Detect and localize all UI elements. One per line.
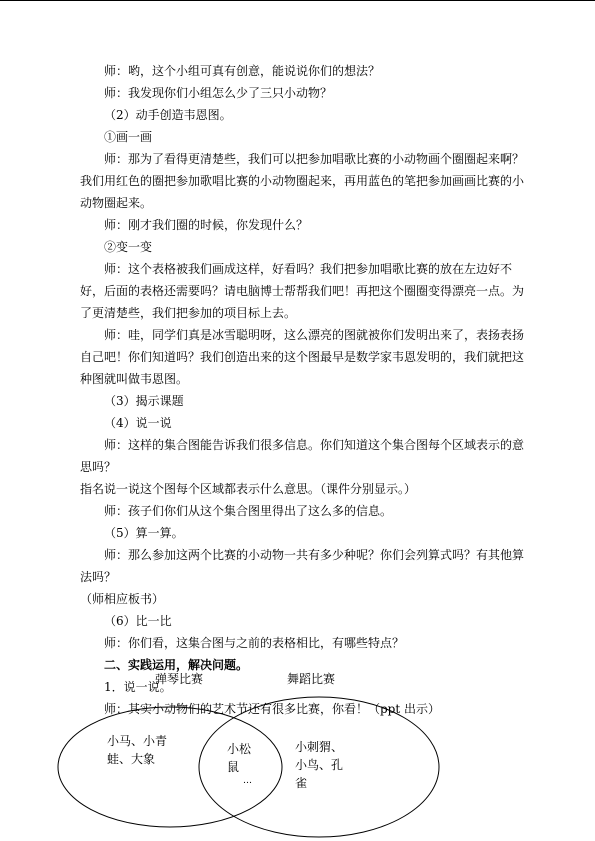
paragraph: 师：刚才我们圈的时候，你发现什么？ xyxy=(104,218,309,232)
venn-both-line1: 小松 xyxy=(227,742,252,756)
paragraph: 师：这样的集合图能告诉我们很多信息。你们知道这个集合图每个区域表示的意思吗？ xyxy=(80,438,525,474)
paragraph: （2）动手创造韦恩图。 xyxy=(104,108,232,122)
paragraph: 1．说一说。 xyxy=(104,680,172,694)
top-rule xyxy=(0,0,595,1)
venn-diagram xyxy=(55,670,535,840)
venn-right-line1: 小刺猬、 xyxy=(295,740,344,754)
paragraph: 师：这个表格被我们画成这样，好看吗？我们把参加唱歌比赛的放在左边好不好，后面的表格还需要吗？请电脑博士帮帮我们吧！再把这个圈圈变得漂亮一点。为了更清楚些，我们把参加的项目标上去。 xyxy=(80,262,525,320)
paragraph: 师：那么参加这两个比赛的小动物一共有多少种呢？你们会列算式吗？有其他算法吗？ xyxy=(80,548,525,584)
paragraph: 师：我发现你们小组怎么少了三只小动物？ xyxy=(104,86,333,100)
venn-both-line2: 鼠 xyxy=(227,760,240,774)
document-body xyxy=(80,60,535,720)
paragraph: （3）揭示课题 xyxy=(104,394,184,408)
venn-right-label: 舞蹈比赛 xyxy=(287,672,336,686)
venn-both-line3: … xyxy=(243,776,252,786)
paragraph: （4）说一说 xyxy=(104,416,172,430)
paragraph: 师：哇，同学们真是冰雪聪明呀，这么漂亮的图就被你们发明出来了，表扬表扬自己吧！你们知道吗？我们创造出来的这个图最早是数学家韦恩发明的，我们就把这种图就叫做韦恩图。 xyxy=(80,328,525,386)
paragraph: （5）算一算。 xyxy=(104,526,184,540)
venn-right-line3: 雀 xyxy=(295,776,308,790)
paragraph: ①画一画 xyxy=(104,130,153,144)
paragraph: 师：其实小动物们的艺术节还有很多比赛，你看！（ppt 出示） xyxy=(104,702,441,716)
venn-left-label: 弹琴比赛 xyxy=(155,672,204,686)
paragraph: 师：哟，这个小组可真有创意，能说说你们的想法？ xyxy=(104,64,381,78)
section-heading: 二、实践运用，解决问题。 xyxy=(104,658,249,672)
venn-right-only xyxy=(295,738,343,792)
paragraph: 指名说一说这个图每个区域都表示什么意思。（课件分别显示。） xyxy=(80,482,417,496)
paragraph: ②变一变 xyxy=(104,240,153,254)
venn-left-line2: 蛙、大象 xyxy=(107,752,156,766)
paragraph: 师：那为了看得更清楚些，我们可以把参加唱歌比赛的小动物画个圈圈起来啊？我们用红色的圈把参加歌唱比赛的小动物圈起来，再用蓝色的笔把参加画画比赛的小动物圈起来。 xyxy=(80,152,525,210)
paragraph: 师：孩子们你们从这个集合图里得出了这么多的信息。 xyxy=(104,504,393,518)
venn-right-line2: 小鸟、孔 xyxy=(295,758,344,772)
paragraph: （6）比一比 xyxy=(104,614,172,628)
venn-left-only xyxy=(107,732,167,768)
venn-intersection xyxy=(227,740,252,786)
paragraph: （师相应板书） xyxy=(80,592,165,606)
venn-left-line1: 小马、小青 xyxy=(107,734,168,748)
paragraph: 师：你们看，这集合图与之前的表格相比，有哪些特点？ xyxy=(104,636,405,650)
